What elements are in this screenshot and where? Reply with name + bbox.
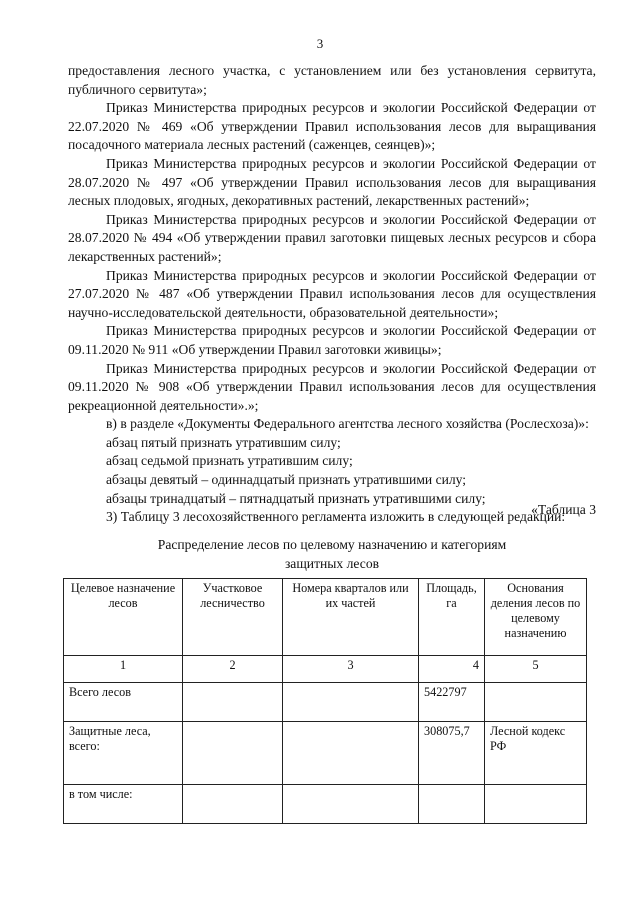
table-row [64,722,587,785]
column-number: 5 [485,656,587,683]
table-label: «Таблица 3 [531,502,596,517]
table-cell [485,785,587,824]
header-cell: Целевое назначение лесов [64,579,183,656]
paragraph: предоставления лесного участка, с установлением или без установления сервитута, публичного сервитута»; [68,63,596,97]
table-title-line: Распределение лесов по целевому назначению и категориям [157,537,507,552]
paragraph: абзацы девятый – одиннадцатый признать утратившими силу; [106,472,467,488]
table-cell [283,785,419,824]
table-cell: Всего лесов [64,683,183,722]
column-number: 2 [183,656,283,683]
table-row [64,785,587,824]
paragraph: Приказ Министерства природных ресурсов и экологии Российской Федерации от 28.07.2020 № 494 «Об утверждении правил заготовки пищевых лесных ресурсов и сбора лекарственных растений»; [68,211,596,264]
table-cell [183,683,283,722]
paragraph: 3) Таблицу 3 лесохозяйственного регламента изложить в следующей редакции: [106,509,566,525]
column-number: 1 [64,656,183,683]
header-cell: Участковое лесничество [183,579,283,656]
paragraph: абзацы тринадцатый – пятнадцатый признать утратившими силу; [106,490,486,506]
table-cell: 5422797 [419,683,485,722]
table-cell [283,722,419,785]
table-cell: 308075,7 [419,722,485,785]
forest-distribution-table [63,578,587,824]
paragraph: Приказ Министерства природных ресурсов и экологии Российской Федерации от 09.11.2020 № 911 «Об утверждении Правил заготовки живицы»; [68,323,596,357]
header-cell: Площадь, га [419,579,485,656]
header-cell: Основания деления лесов по целевому назначению [485,579,587,656]
table-title-line: защитных лесов [284,555,380,571]
column-number: 4 [419,656,485,683]
paragraph: абзац пятый признать утратившим силу; [106,434,341,450]
paragraph: Приказ Министерства природных ресурсов и экологии Российской Федерации от 09.11.2020 № 908 «Об утверждении Правил использования лесов для осуществления рекреационной деятельности».»; [68,360,596,413]
table-cell: Лесной кодекс РФ [485,722,587,785]
column-number: 3 [283,656,419,683]
paragraph: абзац седьмой признать утратившим силу; [106,453,353,469]
table-row [64,683,587,722]
paragraph: Приказ Министерства природных ресурсов и экологии Российской Федерации от 28.07.2020 № 497 «Об утверждении Правил использования лесов для выращивания лесных плодовых, ягодных, декоративных растений, лекарственных растений»; [68,155,596,209]
paragraph: Приказ Министерства природных ресурсов и экологии Российской Федерации от 22.07.2020 № 469 «Об утверждении Правил использования лесов для выращивания посадочного материала лесных растений (саженцев, сеянцев)»; [68,100,596,153]
header-cell: Номера кварталов или их частей [283,579,419,656]
table-cell: Защитные леса, всего: [64,722,183,785]
table-cell [183,785,283,824]
body-text [68,62,596,527]
table-cell [485,683,587,722]
column-number-row [64,656,587,683]
table-cell [419,785,485,824]
paragraph: Приказ Министерства природных ресурсов и экологии Российской Федерации от 27.07.2020 № 487 «Об утверждении Правил использования лесов для осуществления научно-исследовательской деятельности, образовательной деятельности»; [68,267,596,320]
table-cell: в том числе: [64,785,183,824]
paragraph: в) в разделе «Документы Федерального агентства лесного хозяйства (Рослесхоза)»: [106,416,589,432]
table-title [68,536,596,573]
page-number: 3 [316,36,324,51]
table-cell [283,683,419,722]
table-cell [183,722,283,785]
table-header-row [64,579,587,656]
